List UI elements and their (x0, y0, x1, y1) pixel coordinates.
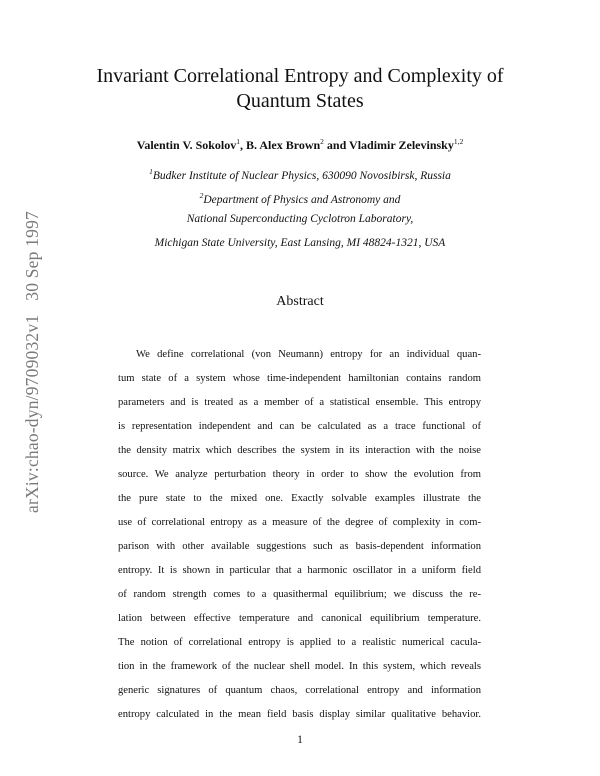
abstract-line: tum state of a system whose time-independent hamiltonian contains random (118, 373, 481, 384)
arxiv-date: 30 Sep 1997 (22, 211, 42, 301)
abstract-line: is representation independent and can be calculated as a trace functional of (118, 421, 481, 432)
arxiv-id: arXiv:chao-dyn/9709032v1 (22, 314, 42, 513)
paper-title (60, 64, 540, 114)
abstract-line: use of correlational entropy as a measure of the degree of complexity in com- (118, 517, 481, 528)
affiliation-1-text: Budker Institute of Nuclear Physics, 630090 Novosibirsk, Russia (152, 169, 451, 182)
abstract-line: We define correlational (von Neumann) entropy for an individual quan- (136, 349, 481, 360)
abstract-heading: Abstract (276, 294, 324, 309)
title-line-1: Invariant Correlational Entropy and Complexity of (96, 65, 504, 87)
author-3: Vladimir Zelevinsky (349, 138, 454, 152)
author-list (60, 134, 540, 153)
author-separator: , (240, 138, 247, 152)
abstract-line: entropy. It is shown in particular that a harmonic oscillator in a uniform field (118, 565, 481, 576)
abstract-line: The notion of correlational entropy is applied to a realistic numerical cacula- (118, 637, 481, 648)
abstract-line: parison with other available suggestions such as basis-dependent information (118, 541, 481, 552)
abstract-line: parameters and is treated as a member of a statistical ensemble. This entropy (118, 397, 481, 408)
author-2-affil-mark: 2 (320, 137, 324, 146)
author-1-affil-mark: 1 (236, 137, 241, 146)
title-line-2: Quantum States (236, 90, 364, 112)
abstract-line: the density matrix which describes the system in its interaction with the noise (118, 445, 481, 456)
author-3-affil-mark: 1,2 (453, 137, 464, 146)
abstract-line: tion in the framework of the nuclear shell model. In this system, which reveals (118, 661, 481, 672)
affiliation-2-mark: 2 (199, 191, 204, 200)
author-2: B. Alex Brown (246, 138, 321, 152)
affiliation-2-text: Department of Physics and Astronomy and (203, 193, 401, 206)
abstract-line: of random strength comes to a quasithermal equilibrium; we discuss the re- (118, 589, 481, 600)
arxiv-side-stamp (21, 162, 43, 562)
abstract-line: source. We analyze perturbation theory in order to show the evolution from (118, 469, 481, 480)
abstract-line: lation between effective temperature and canonical equilibrium temperature. (118, 613, 481, 624)
author-1: Valentin V. Sokolov (136, 138, 237, 152)
affiliation-2-line-1 (60, 188, 540, 208)
author-separator: and (323, 138, 350, 152)
abstract-line: entropy calculated in the mean field basis display similar qualitative behavior. (118, 709, 481, 720)
affiliation-2-line-3: Michigan State University, East Lansing, MI 48824-1321, USA (154, 237, 446, 249)
abstract-line: the pure state to the mixed one. Exactly solvable examples illustrate the (118, 493, 481, 504)
page-number: 1 (297, 734, 303, 746)
affiliation-2-line-2: National Superconducting Cyclotron Laboratory, (186, 213, 414, 225)
affiliation-1-mark: 1 (149, 167, 153, 176)
abstract-line: generic signatures of quantum chaos, correlational entropy and information (118, 685, 481, 696)
affiliation-1 (60, 164, 540, 184)
